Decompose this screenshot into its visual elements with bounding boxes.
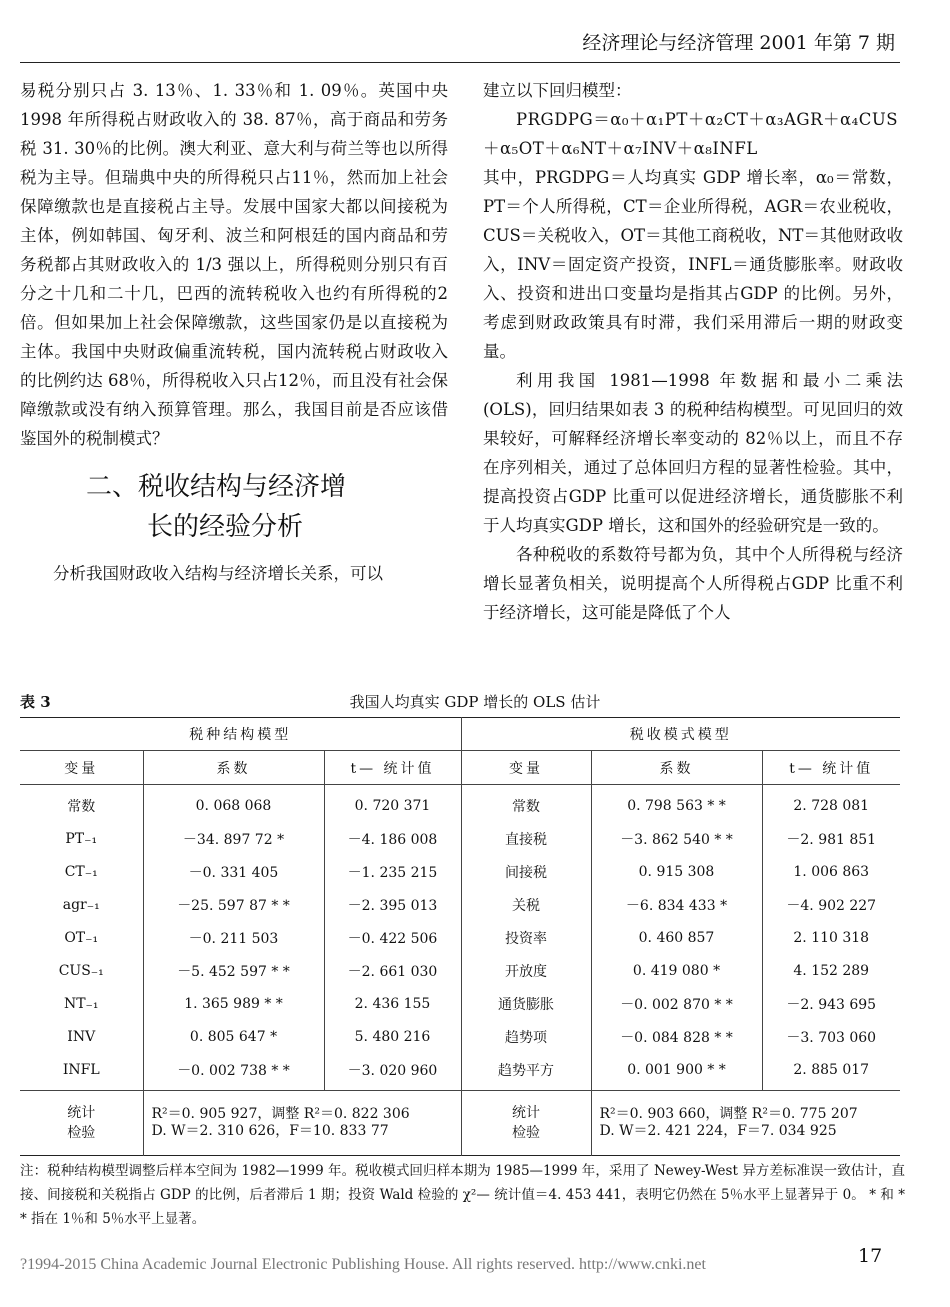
right-coefficient-cell: －0. 002 870 * *: [591, 987, 762, 1020]
table-group-header-row: [20, 718, 900, 751]
right-t-stat-cell: 1. 006 863: [793, 863, 870, 880]
col-header-coefficient-right: 系数: [591, 751, 762, 785]
right-variable-cell: 通货膨胀: [461, 987, 591, 1020]
left-variable-cell: INV: [20, 1020, 143, 1053]
right-paragraph-2: 其中，PRGDPG＝人均真实 GDP 增长率，α₀＝常数，PT＝个人所得税，CT＝企业所得税，AGR＝农业税收，CUS＝关税收入，OT＝其他工商税收，NT＝其他财政收入，INV＝固定资产投资，INFL＝通货膨胀率。财政收入、投资和进出口变量均是指其占GDP 的比例。另外，考虑到财政政策具有时滞，我们采用滞后一期的财政变量。: [483, 168, 903, 361]
left-coefficient-cell: 0. 805 647 *: [143, 1020, 324, 1053]
left-coefficient-cell: －0. 002 738 * *: [143, 1053, 324, 1091]
table-column-header-row: [20, 751, 900, 785]
left-stats-line-1: R²＝0. 905 927，调整 R²＝0. 822 306: [151, 1106, 410, 1122]
right-coefficient-cell: －3. 862 540 * *: [591, 822, 762, 855]
left-variable-cell: CUS₋₁: [20, 954, 143, 987]
right-coefficient-cell: 0. 798 563 * *: [591, 785, 762, 823]
right-stats-values: [591, 1091, 900, 1156]
right-t-stat-cell: 2. 885 017: [762, 1053, 900, 1091]
right-variable-cell: 趋势平方: [461, 1053, 591, 1091]
right-coefficient-cell: 0. 460 857: [591, 921, 762, 954]
right-coefficient-cell: 0. 001 900 * *: [591, 1053, 762, 1091]
col-header-variable-right: 变量: [461, 751, 591, 785]
right-variable-cell: 开放度: [461, 954, 591, 987]
right-coefficient-cell: 0. 915 308: [591, 855, 762, 888]
right-t-stat-cell: －3. 703 060: [786, 1029, 877, 1046]
left-variable-cell: INFL: [20, 1053, 143, 1091]
left-t-stat-cell: －2. 395 013: [324, 888, 461, 921]
left-variable-cell: 常数: [20, 785, 143, 823]
right-variable-cell: 直接税: [461, 822, 591, 855]
stats-label-line-1: 统计: [67, 1105, 96, 1121]
right-stats-label: [461, 1091, 591, 1156]
left-t-stat-cell: －0. 422 506: [324, 921, 461, 954]
right-t-stat-cell: －2. 981 851: [786, 831, 877, 848]
left-stats-values: [143, 1091, 461, 1156]
left-paragraph-1: 易税分别只占 3. 13％、1. 33％和 1. 09％。英国中央1998 年所得税占财政收入的 38. 87％，高于商品和劳务税 31. 30％的比例。澳大利亚、意大利与荷兰等也以所得税为主导。但瑞典中央的所得税只占11％，然而加上社会保障缴款也是直接税占主导。发展中国家大都以间接税为主体，例如韩国、匈牙利、波兰和阿根廷的国内商品和劳务税都占其财政收入的 1/3 强以上，所得税则分别只有百分之十几和二十几，巴西的流转税收入也约有所得税的2倍。但如果加上社会保障缴款，这些国家仍是以直接税为主体。我国中央财政偏重流转税，国内流转税占财政收入的比例约达 68％，所得税收入只占12％，而且没有社会保障缴款或没有纳入预算管理。那么，我国目前是否应该借鉴国外的税制模式？: [20, 81, 448, 448]
left-column: [20, 76, 448, 588]
left-variable-cell: NT₋₁: [20, 987, 143, 1020]
left-t-stat-cell: 5. 480 216: [324, 1020, 461, 1053]
left-coefficient-cell: －25. 597 87 * *: [143, 888, 324, 921]
left-variable-cell: CT₋₁: [20, 855, 143, 888]
left-t-stat-cell: －3. 020 960: [324, 1053, 461, 1091]
right-t-stat-cell: －2. 943 695: [786, 996, 877, 1013]
journal-header: 经济理论与经济管理 2001 年第 7 期: [582, 32, 895, 54]
table-row: [20, 822, 900, 855]
right-coefficient-cell: 0. 419 080 *: [591, 954, 762, 987]
left-variable-cell: PT₋₁: [20, 822, 143, 855]
left-t-stat-cell: －2. 661 030: [324, 954, 461, 987]
page-number: 17: [858, 1245, 883, 1267]
table-row: [20, 1053, 900, 1091]
right-variable-cell: 常数: [461, 785, 591, 823]
table-stats-row: [20, 1091, 900, 1156]
right-stats-line-2: D. W＝2. 421 224，F＝7. 034 925: [599, 1123, 837, 1139]
left-coefficient-cell: －0. 211 503: [143, 921, 324, 954]
left-coefficient-cell: 1. 365 989 * *: [143, 987, 324, 1020]
regression-formula-line-1: PRGDPG＝α₀＋α₁PT＋α₂CT＋α₃AGR＋α₄CUS: [516, 110, 899, 129]
left-stats-line-2: D. W＝2. 310 626，F＝10. 833 77: [151, 1123, 389, 1139]
col-header-variable-left: 变量: [20, 751, 143, 785]
right-variable-cell: 趋势项: [461, 1020, 591, 1053]
header-rule: [20, 62, 900, 63]
table-row: [20, 888, 900, 921]
right-variable-cell: 关税: [461, 888, 591, 921]
left-t-stat-cell: 0. 720 371: [324, 785, 461, 823]
stats-label-line-2: 检验: [67, 1125, 96, 1141]
col-header-coefficient-left: 系数: [143, 751, 324, 785]
col-header-t-stat-right: t— 统计值: [762, 751, 900, 785]
col-header-t-stat-left: t— 统计值: [324, 751, 461, 785]
section-title-line-1: 二、税收结构与经济增: [86, 472, 347, 502]
left-t-stat-cell: －4. 186 008: [324, 822, 461, 855]
left-t-stat-cell: －1. 235 215: [324, 855, 461, 888]
left-coefficient-cell: －5. 452 597 * *: [143, 954, 324, 987]
table-row: [20, 954, 900, 987]
table-row: [20, 921, 900, 954]
left-variable-cell: OT₋₁: [20, 921, 143, 954]
left-t-stat-cell: 2. 436 155: [324, 987, 461, 1020]
left-coefficient-cell: 0. 068 068: [143, 785, 324, 823]
stats-label-line-1: 统计: [512, 1105, 540, 1121]
right-coefficient-cell: －6. 834 433 *: [591, 888, 762, 921]
right-stats-line-1: R²＝0. 903 660，调整 R²＝0. 775 207: [599, 1106, 858, 1122]
right-variable-cell: 投资率: [461, 921, 591, 954]
table-row: [20, 785, 900, 823]
right-t-stat-cell: －4. 902 227: [786, 897, 877, 914]
table-row: [20, 987, 900, 1020]
right-t-stat-cell: 2. 728 081: [793, 797, 870, 814]
right-column: [483, 76, 903, 627]
copyright-line: ?1994-2015 China Academic Journal Electronic Publishing House. All rights reserved. http://www.cnki.net: [20, 1256, 706, 1273]
group-header-tax-structure: 税种结构模型: [20, 718, 461, 751]
table-row: [20, 1020, 900, 1053]
left-coefficient-cell: －0. 331 405: [143, 855, 324, 888]
table-row: [20, 855, 900, 888]
ols-table: [20, 717, 900, 1156]
right-coefficient-cell: －0. 084 828 * *: [591, 1020, 762, 1053]
right-variable-cell: 间接税: [461, 855, 591, 888]
left-coefficient-cell: －34. 897 72 *: [143, 822, 324, 855]
left-paragraph-2: 分析我国财政收入结构与经济增长关系，可以: [53, 564, 383, 583]
left-variable-cell: agr₋₁: [20, 888, 143, 921]
right-paragraph-3: 利用我国 1981—1998 年数据和最小二乘法(OLS)，回归结果如表 3 的税种结构模型。可见回归的效果较好，可解释经济增长率变动的 82％以上，而且不存在序列相关，通过了总体回归方程的显著性检验。其中，提高投资占GDP 比重可以促进经济增长，通货膨胀不利于人均真实GDP 增长，这和国外的经验研究是一致的。: [483, 371, 903, 535]
left-stats-label: [20, 1091, 143, 1156]
right-t-stat-cell: 4. 152 289: [793, 962, 870, 979]
section-title: [20, 467, 448, 547]
table-caption: 我国人均真实 GDP 增长的 OLS 估计: [349, 693, 601, 711]
section-title-line-2: 长的经验分析: [147, 512, 304, 542]
regression-formula-line-2: ＋α₅OT＋α₆NT＋α₇INV＋α₈INFL: [483, 139, 758, 158]
stats-label-line-2: 检验: [512, 1125, 540, 1141]
table-note: 注：税种结构模型调整后样本空间为 1982—1999 年。税收模式回归样本期为 1985—1999 年，采用了 Newey-West 异方差标准误一致估计，直接、间接税和关税指占 GDP 的比例，后者滞后 1 期；投资 Wald 检验的 χ²— 统计值＝4. 453 441，表明它仍然在 5％水平上显著异于 0。 * 和 * * 指在 1％和 5％水平上显著。: [20, 1163, 905, 1227]
table-label: 表 3: [20, 693, 51, 711]
right-paragraph-4: 各种税收的系数符号都为负，其中个人所得税与经济增长显著负相关，说明提高个人所得税占GDP 比重不利于经济增长，这可能是降低了个人: [483, 545, 903, 622]
right-paragraph-1: 建立以下回归模型：: [483, 81, 632, 100]
group-header-tax-mode: 税收模式模型: [461, 718, 900, 751]
right-t-stat-cell: 2. 110 318: [793, 929, 870, 946]
